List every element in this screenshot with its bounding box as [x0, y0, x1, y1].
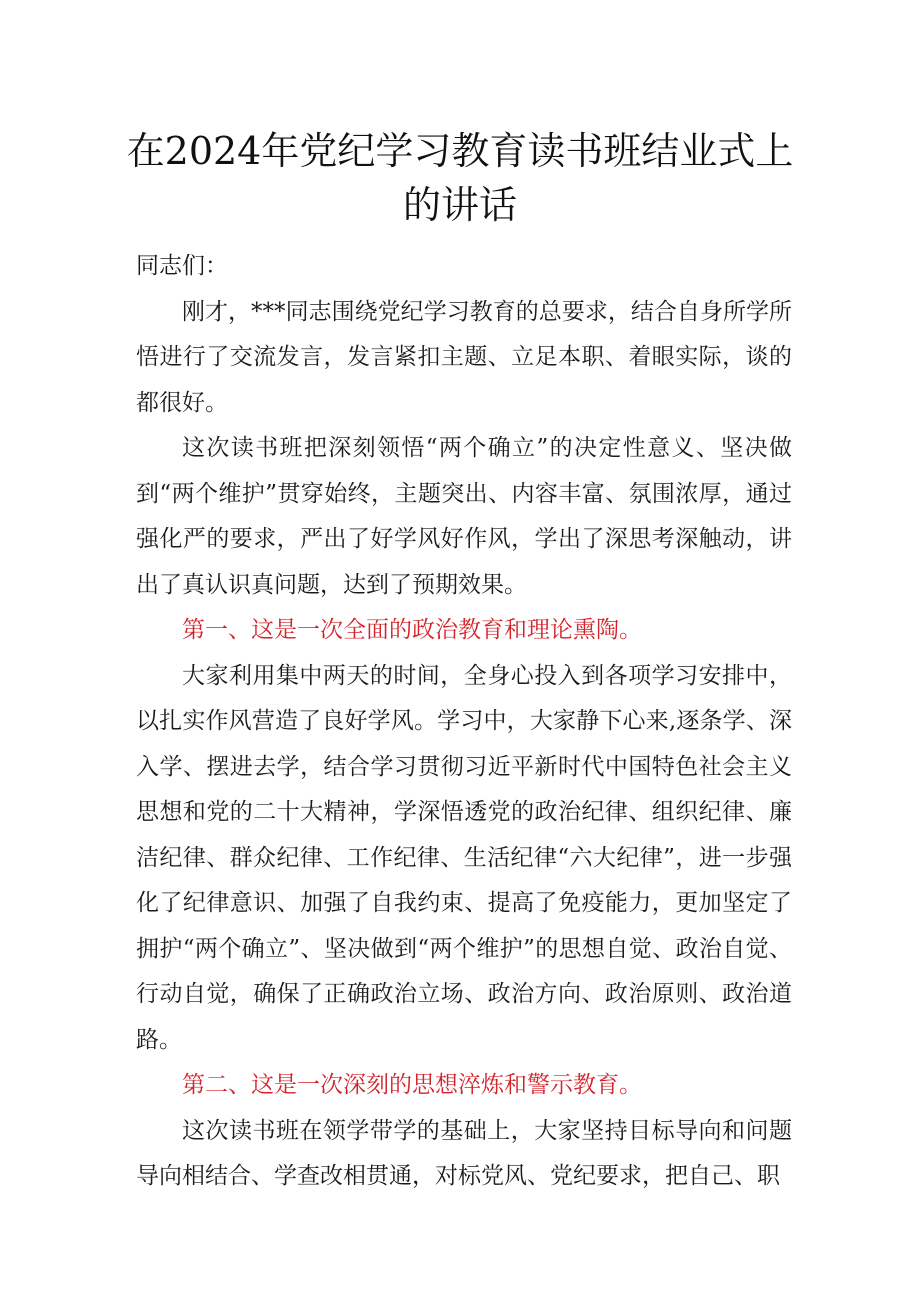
paragraph-first-section: 大家利用集中两天的时间，全身心投入到各项学习安排中，以扎实作风营造了良好学风。学习中，大家静下心来,逐条学、深入学、摆进去学，结合学习贯彻习近平新时代中国特色社会主义思想和党的二十大精神，学深悟透党的政治纪律、组织纪律、廉洁纪律、群众纪律、工作纪律、生活纪律“六大纪律”，进一步强化了纪律意识、加强了自我约束、提高了免疫能力，更加坚定了拥护“两个确立”、坚决做到“两个维护”的思想自觉、政治自觉、行动自觉，确保了正确政治立场、政治方向、政治原则、政治道路。 [136, 662, 792, 1053]
paragraph-summary: 这次读书班把深刻领悟“两个确立”的决定性意义、坚决做到“两个维护”贯穿始终，主题突出、内容丰富、氛围浓厚，通过强化严的要求，严出了好学风好作风，学出了深思考深触动，讲出了真认识真问题，达到了预期效果。 [136, 435, 792, 598]
paragraph-intro: 刚才，***同志围绕党纪学习教育的总要求，结合自身所学所悟进行了交流发言，发言紧扣主题、立足本职、着眼实际，谈的都很好。 [136, 298, 792, 416]
section-heading-first: 第一、这是一次全面的政治教育和理论熏陶。 [182, 617, 642, 643]
paragraph-second-section: 这次读书班在领学带学的基础上，大家坚持目标导向和问题导向相结合、学查改相贯通，对标党风、党纪要求，把自己、职 [136, 1117, 792, 1189]
document-title: 在2024年党纪学习教育读书班结业式上的讲话 [126, 129, 794, 227]
section-heading-second: 第二、这是一次深刻的思想淬炼和警示教育。 [182, 1072, 642, 1098]
greeting: 同志们： [136, 253, 228, 279]
document-body [136, 244, 792, 1200]
